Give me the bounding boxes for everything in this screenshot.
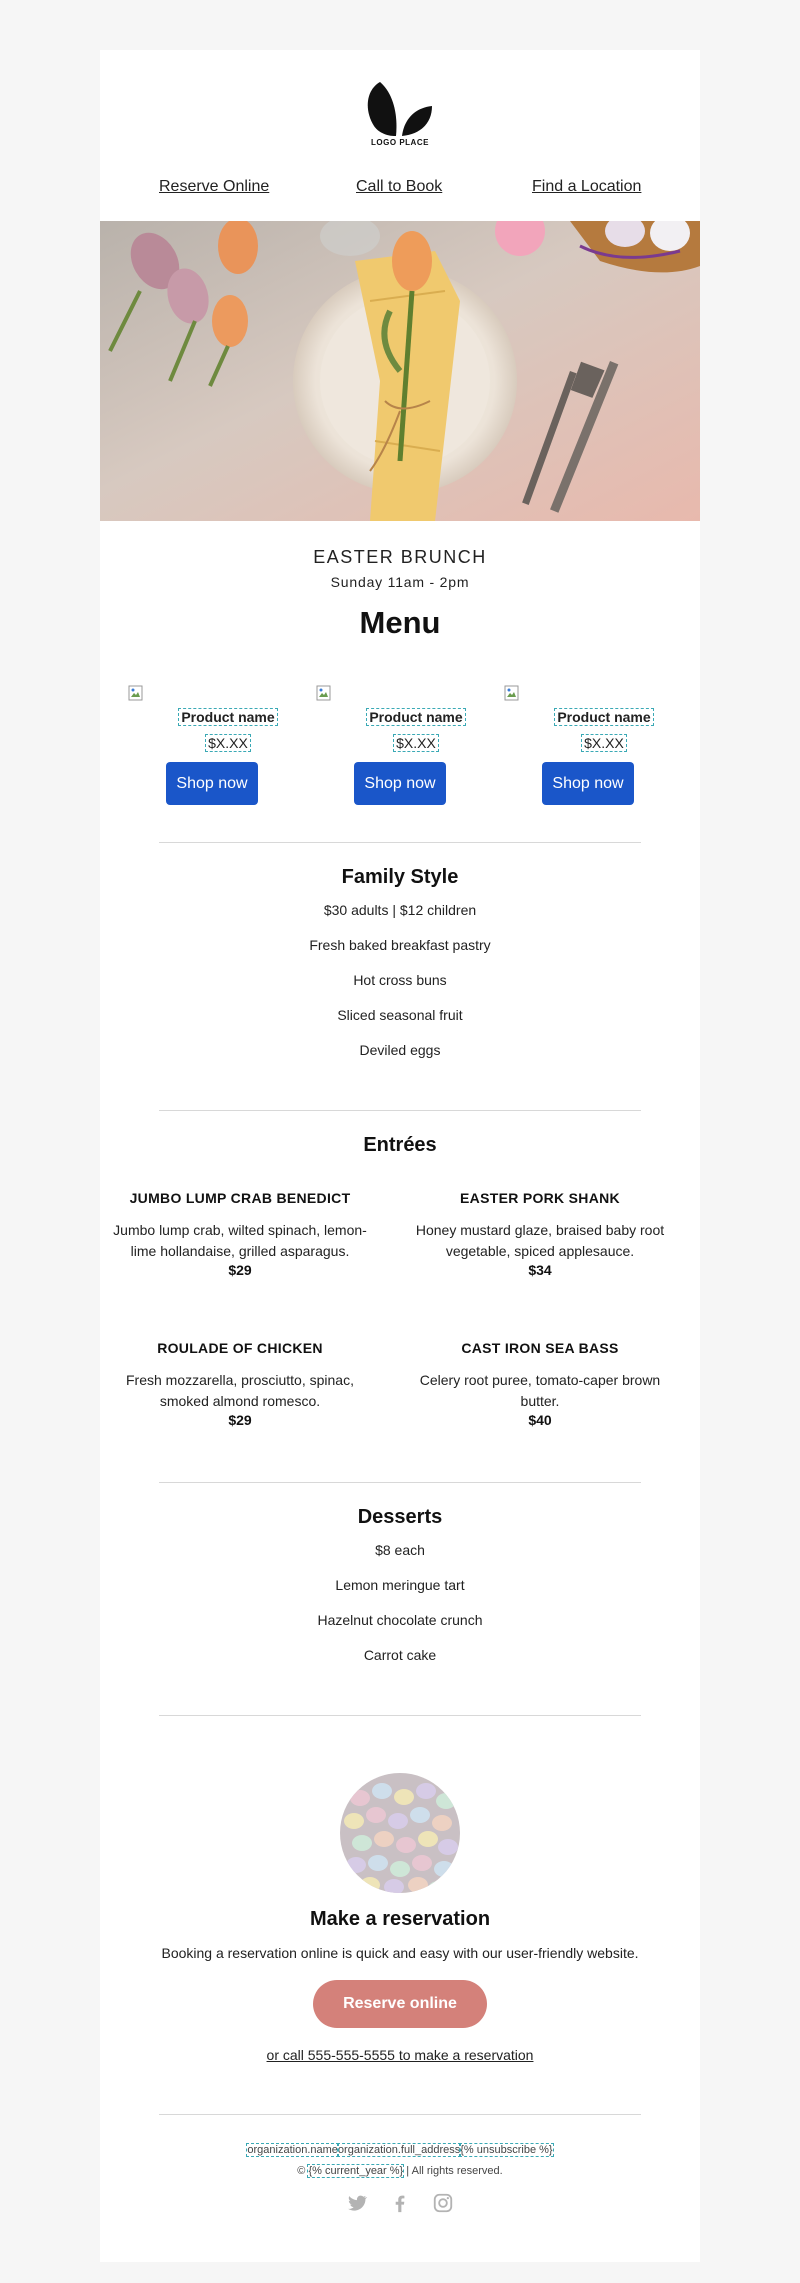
instagram-icon[interactable] xyxy=(432,2192,454,2214)
family-style-item: Deviled eggs xyxy=(359,1042,441,1058)
entree-item xyxy=(110,1340,370,1428)
nav-call-to-book[interactable]: Call to Book xyxy=(356,178,443,195)
twitter-icon[interactable] xyxy=(346,2192,368,2214)
facebook-icon[interactable] xyxy=(389,2192,411,2214)
dessert-item: Carrot cake xyxy=(363,1647,437,1663)
current-year: {% current_year %} xyxy=(308,2165,404,2177)
product-card xyxy=(316,685,516,825)
footer-org-line xyxy=(100,2144,700,2156)
footer-copyright: © {% current_year %} | All rights reserved. xyxy=(297,2165,503,2177)
logo[interactable] xyxy=(360,80,440,152)
entree-price: $40 xyxy=(528,1412,552,1428)
divider xyxy=(159,842,641,843)
entree-name: EASTER PORK SHANK xyxy=(460,1190,620,1206)
entree-name: JUMBO LUMP CRAB BENEDICT xyxy=(129,1190,351,1206)
family-style-title: Family Style xyxy=(341,866,459,888)
divider xyxy=(159,1482,641,1483)
unsubscribe-link[interactable]: {% unsubscribe %} xyxy=(460,2144,553,2156)
entree-price: $34 xyxy=(528,1262,552,1278)
entree-description: Fresh mozzarella, prosciutto, spinac, smoked almond romesco. xyxy=(126,1372,354,1409)
email-container xyxy=(100,50,700,2262)
product-name: Product name xyxy=(369,709,463,725)
desserts-price: $8 each xyxy=(375,1542,425,1558)
desserts-title: Desserts xyxy=(357,1506,443,1528)
reservation-title: Make a reservation xyxy=(309,1908,491,1930)
product-card xyxy=(128,685,328,825)
entree-description: Celery root puree, tomato-caper brown butter. xyxy=(419,1372,661,1409)
shop-now-button[interactable]: Shop now xyxy=(542,762,634,805)
family-style-item: Fresh baked breakfast pastry xyxy=(309,937,491,953)
easter-eggs-image xyxy=(340,1773,460,1893)
entree-name: ROULADE OF CHICKEN xyxy=(157,1340,323,1356)
dessert-item: Hazelnut chocolate crunch xyxy=(317,1612,483,1628)
menu-title: Menu xyxy=(359,605,441,640)
broken-image-icon xyxy=(504,685,520,701)
entree-name: CAST IRON SEA BASS xyxy=(461,1340,619,1356)
broken-image-icon xyxy=(128,685,144,701)
logo-leaf-icon xyxy=(360,80,440,140)
entree-item xyxy=(410,1190,670,1278)
product-price: $X.XX xyxy=(208,735,248,751)
family-style-price: $30 adults | $12 children xyxy=(323,902,477,918)
org-address: organization.full_address xyxy=(337,2144,461,2156)
logo-text: LOGO PLACE xyxy=(371,138,429,147)
product-card xyxy=(504,685,704,825)
org-name: organization.name xyxy=(247,2144,338,2156)
hero-image xyxy=(100,221,700,521)
shop-now-button[interactable]: Shop now xyxy=(166,762,258,805)
reserve-online-button[interactable]: Reserve online xyxy=(313,1980,487,2028)
product-price: $X.XX xyxy=(584,735,624,751)
nav-reserve-online[interactable]: Reserve Online xyxy=(159,178,270,195)
divider xyxy=(159,2114,641,2115)
call-link[interactable]: or call 555-555-5555 to make a reservation xyxy=(266,2047,534,2063)
divider xyxy=(159,1715,641,1716)
entree-price: $29 xyxy=(228,1412,252,1428)
divider xyxy=(159,1110,641,1111)
entree-item xyxy=(110,1190,370,1278)
family-style-item: Sliced seasonal fruit xyxy=(337,1007,463,1023)
event-subtitle: Sunday 11am - 2pm xyxy=(330,574,470,590)
product-name: Product name xyxy=(181,709,275,725)
entree-description: Jumbo lump crab, wilted spinach, lemon-lime hollandaise, grilled asparagus. xyxy=(113,1222,367,1259)
family-style-item: Hot cross buns xyxy=(353,972,447,988)
broken-image-icon xyxy=(316,685,332,701)
product-name: Product name xyxy=(557,709,651,725)
event-title: EASTER BRUNCH xyxy=(313,547,487,567)
entree-description: Honey mustard glaze, braised baby root vegetable, spiced applesauce. xyxy=(415,1222,665,1259)
product-price: $X.XX xyxy=(396,735,436,751)
entrees-title: Entrées xyxy=(363,1134,437,1156)
entree-price: $29 xyxy=(228,1262,252,1278)
nav-find-location[interactable]: Find a Location xyxy=(532,178,642,195)
shop-now-button[interactable]: Shop now xyxy=(354,762,446,805)
dessert-item: Lemon meringue tart xyxy=(335,1577,465,1593)
entree-item xyxy=(410,1340,670,1428)
reservation-text: Booking a reservation online is quick and easy with our user-friendly website. xyxy=(161,1945,639,1961)
